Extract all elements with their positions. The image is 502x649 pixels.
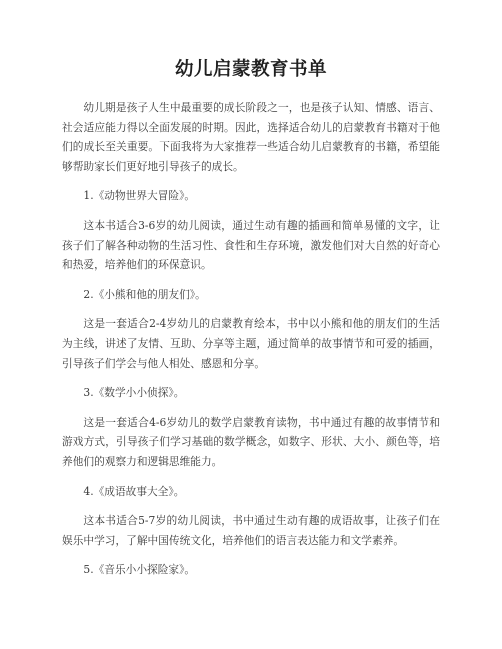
book-heading-4: 4.《成语故事大全》。	[83, 484, 185, 498]
book-heading-5: 5.《音乐小小探险家》。	[83, 563, 196, 577]
book-description-2: 这是一套适合2-4岁幼儿的启蒙教育绘本，书中以小熊和他的朋友们的生活为主线，讲述了友情、互助、分享等主题，通过简单的故事情节和可爱的插画，引导孩子们学会与他人相处、感恩和分享。	[62, 317, 440, 370]
book-description-1: 这本书适合3-6岁的幼儿阅读，通过生动有趣的插画和简单易懂的文字，让孩子们了解各种动物的生活习性、食性和生存环境，激发他们对大自然的好奇心和热爱，培养他们的环保意识。	[62, 218, 440, 272]
book-description-4: 这本书适合5-7岁的幼儿阅读，书中通过生动有趣的成语故事，让孩子们在娱乐中学习，了解中国传统文化，培养他们的语言表达能力和文学素养。	[62, 514, 440, 547]
book-heading-1: 1.《动物世界大冒险》。	[83, 189, 196, 203]
book-heading-3: 3.《数学小小侦探》。	[83, 386, 185, 400]
document-title: 幼儿启蒙教育书单	[174, 59, 327, 80]
book-heading-2: 2.《小熊和他的朋友们》。	[83, 287, 206, 301]
intro-paragraph: 幼儿期是孩子人生中最重要的成长阶段之一，也是孩子认知、情感、语言、社会适应能力得以全面发展的时期。因此，选择适合幼儿的启蒙教育书籍对于他们的成长至关重要。下面我将为大家推荐一些适合幼儿启蒙教育的书籍，希望能够帮助家长们更好地引导孩子的成长。	[62, 101, 440, 173]
book-description-3: 这是一套适合4-6岁幼儿的数学启蒙教育读物，书中通过有趣的故事情节和游戏方式，引导孩子们学习基础的数学概念，如数字、形状、大小、颜色等，培养他们的观察力和逻辑思维能力。	[62, 415, 440, 468]
